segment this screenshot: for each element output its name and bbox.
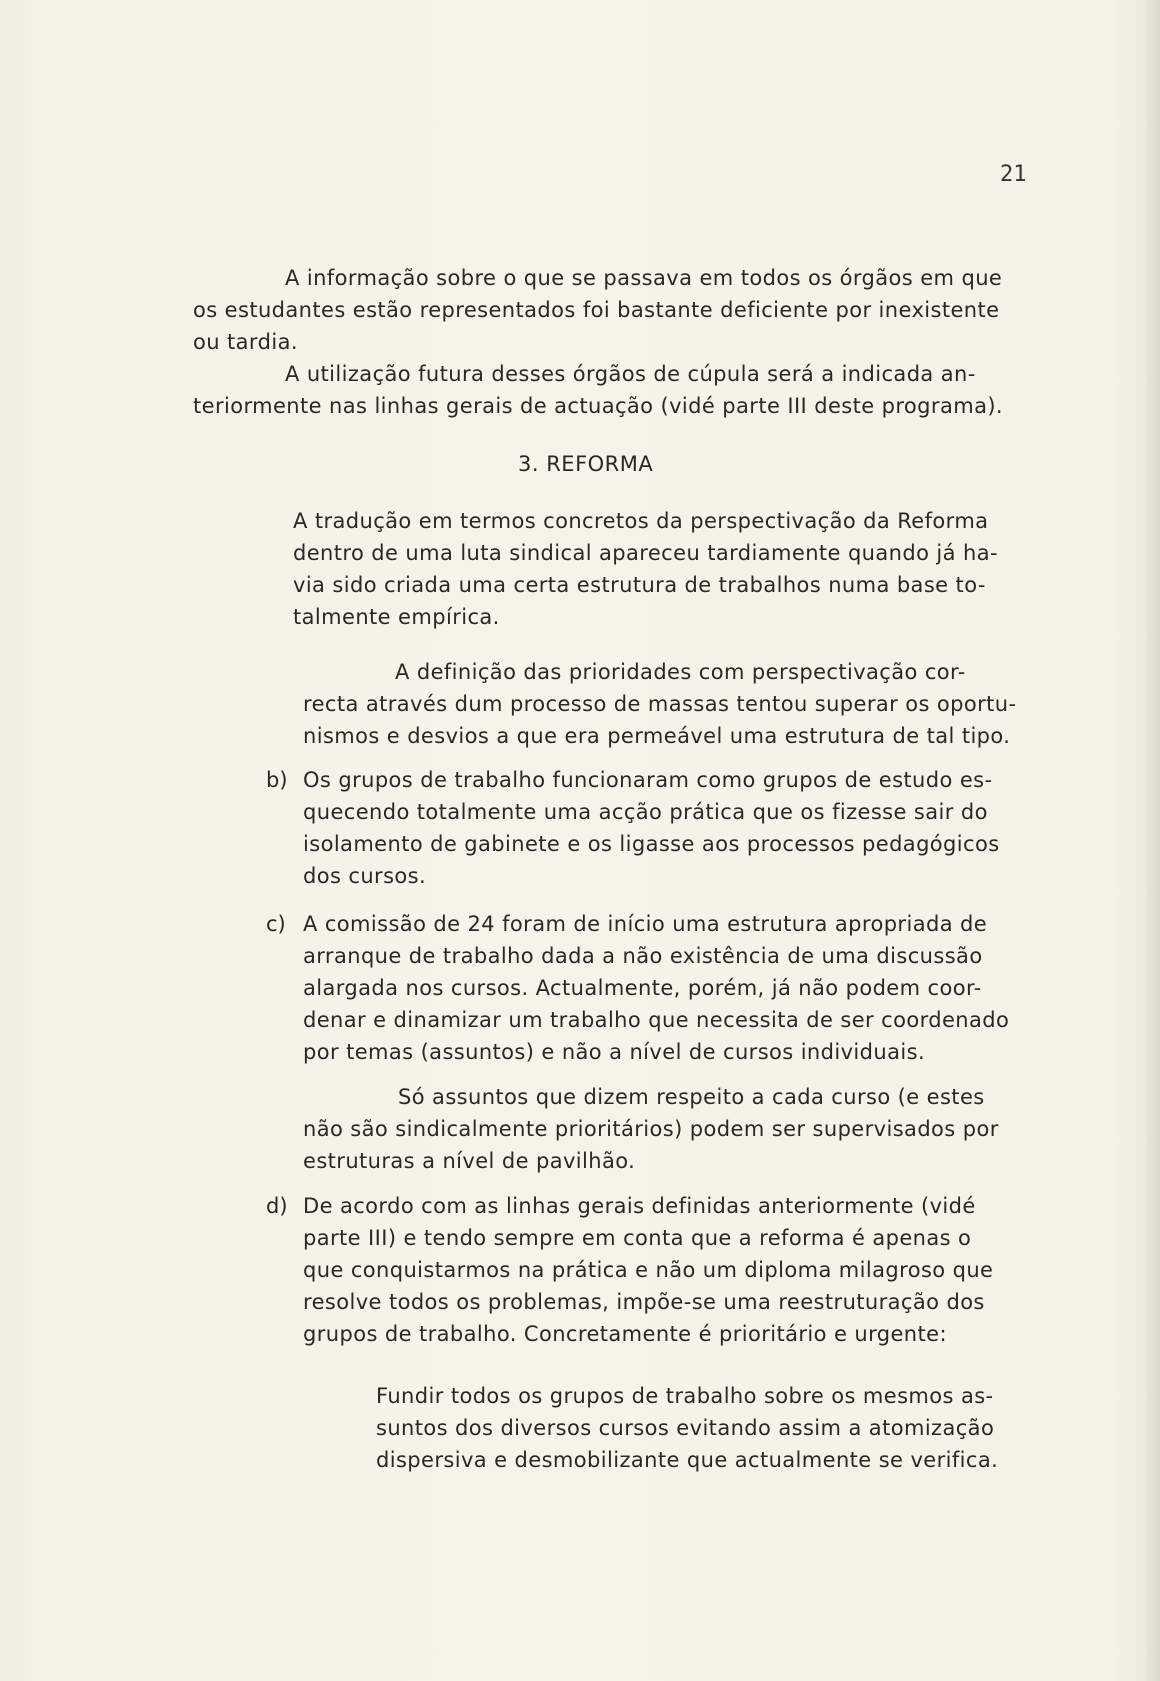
text-line: os estudantes estão representados foi bastante deficiente por inexistente	[193, 298, 1000, 322]
text-line: Fundir todos os grupos de trabalho sobre os mesmos as-	[376, 1384, 994, 1408]
text-line: De acordo com as linhas gerais definidas anteriormente (vidé	[303, 1194, 976, 1218]
text-line: suntos dos diversos cursos evitando assim a atomização	[376, 1416, 995, 1440]
text-line: por temas (assuntos) e não a nível de cursos individuais.	[303, 1040, 926, 1064]
text-line: parte III) e tendo sempre em conta que a reforma é apenas o	[303, 1226, 972, 1250]
text-line: Só assuntos que dizem respeito a cada curso (e estes	[398, 1085, 985, 1109]
text-line: denar e dinamizar um trabalho que necessita de ser coordenado	[303, 1008, 1010, 1032]
item-label: d)	[266, 1194, 288, 1218]
list-item	[303, 1081, 1053, 1177]
text-line: quecendo totalmente uma acção prática que os fizesse sair do	[303, 800, 988, 824]
definition-paragraph	[303, 656, 1053, 752]
text-line: A comissão de 24 foram de início uma estrutura apropriada de	[303, 912, 988, 936]
text-line: grupos de trabalho. Concretamente é prioritário e urgente:	[303, 1322, 947, 1346]
text-line: ou tardia.	[193, 330, 298, 354]
text-line: recta através dum processo de massas tentou superar os oportu-	[303, 692, 1017, 716]
text-line: A utilização futura desses órgãos de cúpula será a indicada an-	[285, 362, 976, 386]
text-line: estruturas a nível de pavilhão.	[303, 1149, 636, 1173]
text-line: A informação sobre o que se passava em todos os órgãos em que	[285, 266, 1003, 290]
text-line: via sido criada uma certa estrutura de trabalhos numa base to-	[293, 573, 986, 597]
text-line: dentro de uma luta sindical apareceu tardiamente quando já ha-	[293, 541, 998, 565]
text-line: dos cursos.	[303, 864, 427, 888]
final-paragraph	[376, 1380, 1056, 1476]
text-line: teriormente nas linhas gerais de actuação (vidé parte III deste programa).	[193, 394, 1004, 418]
text-line: isolamento de gabinete e os ligasse aos processos pedagógicos	[303, 832, 1000, 856]
text-line: nismos e desvios a que era permeável uma estrutura de tal tipo.	[303, 724, 1011, 748]
list-item	[303, 1190, 1053, 1350]
text-line: resolve todos os problemas, impõe-se uma reestruturação dos	[303, 1290, 985, 1314]
text-line: que conquistarmos na prática e não um diploma milagroso que	[303, 1258, 994, 1282]
list-item	[303, 908, 1053, 1068]
text-line: Os grupos de trabalho funcionaram como grupos de estudo es-	[303, 768, 993, 792]
item-label: b)	[266, 768, 288, 792]
text-line: A tradução em termos concretos da perspectivação da Reforma	[293, 509, 989, 533]
text-line: não são sindicalmente prioritários) podem ser supervisados por	[303, 1117, 999, 1141]
list-item	[303, 764, 1053, 892]
item-label: c)	[266, 912, 286, 936]
text-line: A definição das prioridades com perspectivação cor-	[395, 660, 966, 684]
text-line: dispersiva e desmobilizante que actualmente se verifica.	[376, 1448, 999, 1472]
page-edge	[1146, 0, 1160, 1681]
text-line: arranque de trabalho dada a não existência de uma discussão	[303, 944, 983, 968]
page-number: 21	[1000, 162, 1027, 187]
text-line: talmente empírica.	[293, 605, 500, 629]
text-line: alargada nos cursos. Actualmente, porém, já não podem coor-	[303, 976, 982, 1000]
intro-paragraph	[193, 262, 1043, 422]
section-heading: 3. REFORMA	[518, 452, 654, 476]
reform-paragraph	[293, 505, 1053, 633]
